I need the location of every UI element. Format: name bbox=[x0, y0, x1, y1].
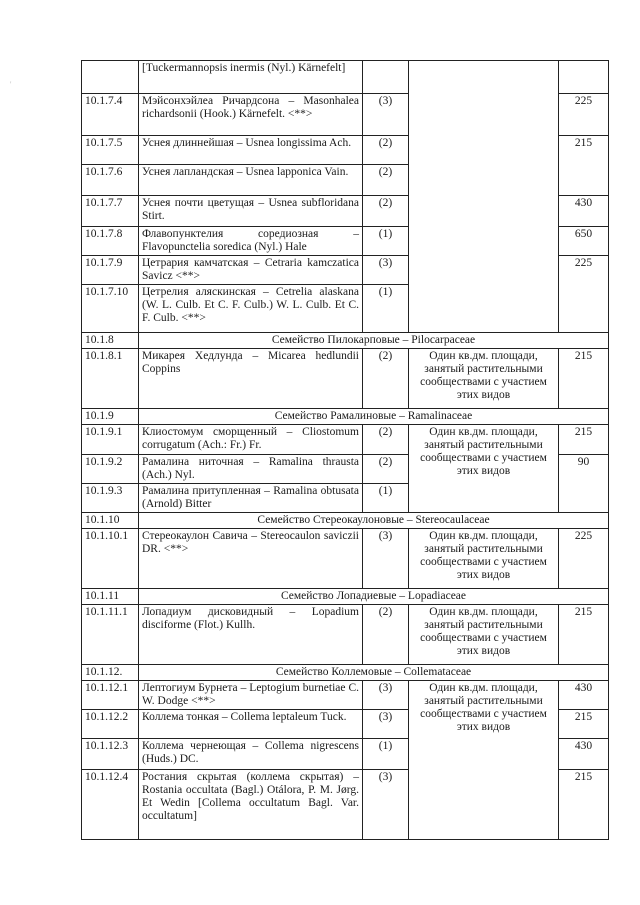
species-name: Цетрария камчатская – Cetraria kamczatica Savicz <**> bbox=[139, 256, 363, 285]
category-cell: (3) bbox=[363, 256, 409, 285]
category-cell: (3) bbox=[363, 710, 409, 739]
price-cell: 215 bbox=[559, 136, 609, 196]
row-number: 10.1.9.2 bbox=[82, 455, 139, 484]
row-number: 10.1.11 bbox=[82, 589, 139, 605]
species-name: Уснея лапландская – Usnea lapponica Vain. bbox=[139, 165, 363, 196]
category-cell bbox=[363, 61, 409, 94]
price-cell: 430 bbox=[559, 739, 609, 770]
family-title: Семейство Стереокаулоновые – Stereocaulaceae bbox=[139, 513, 609, 529]
category-cell: (1) bbox=[363, 739, 409, 770]
habitat-cell bbox=[409, 61, 559, 333]
price-cell: 430 bbox=[559, 196, 609, 227]
category-cell: (3) bbox=[363, 94, 409, 136]
price-cell bbox=[559, 61, 609, 94]
row-number bbox=[82, 61, 139, 94]
habitat-cell: Один кв.дм. площади, занятый растительными сообществами с участием этих видов bbox=[409, 681, 559, 840]
price-cell: 215 bbox=[559, 710, 609, 739]
species-name: Рамалина ниточная – Ramalina thrausta (Ach.) Nyl. bbox=[139, 455, 363, 484]
species-name: Мэйсонхэйлеа Ричардсона – Masonhalea richardsonii (Hook.) Kärnefelt. <**> bbox=[139, 94, 363, 136]
species-name: Микарея Хедлунда – Micarea hedlundii Coppins bbox=[139, 349, 363, 409]
species-name: Клиостомум сморщенный – Cliostomum corrugatum (Ach.: Fr.) Fr. bbox=[139, 425, 363, 455]
price-cell: 225 bbox=[559, 529, 609, 589]
species-name: Цетрелия аляскинская – Cetrelia alaskana (W. L. Culb. Et C. F. Culb.) W. L. Culb. Et C. F. Culb. <**> bbox=[139, 285, 363, 333]
price-cell: 90 bbox=[559, 455, 609, 513]
habitat-cell: Один кв.дм. площади, занятый растительными сообществами с участием этих видов bbox=[409, 605, 559, 665]
row-number: 10.1.11.1 bbox=[82, 605, 139, 665]
species-name: Флавопунктелия соредиозная – Flavopunctelia soredica (Nyl.) Hale bbox=[139, 227, 363, 256]
row-number: 10.1.12.2 bbox=[82, 710, 139, 739]
category-cell: (3) bbox=[363, 681, 409, 710]
price-cell: 225 bbox=[559, 256, 609, 333]
family-row bbox=[82, 665, 609, 681]
category-cell: (2) bbox=[363, 165, 409, 196]
species-name: Стереокаулон Савича – Stereocaulon saviczii DR. <**> bbox=[139, 529, 363, 589]
row-number: 10.1.12. bbox=[82, 665, 139, 681]
price-cell: 225 bbox=[559, 94, 609, 136]
species-name: Лептогиум Бурнета – Leptogium burnetiae C. W. Dodge <**> bbox=[139, 681, 363, 710]
price-cell: 215 bbox=[559, 425, 609, 455]
row-number: 10.1.9.3 bbox=[82, 484, 139, 513]
category-cell: (2) bbox=[363, 136, 409, 165]
row-number: 10.1.12.4 bbox=[82, 770, 139, 840]
category-cell: (2) bbox=[363, 196, 409, 227]
row-number: 10.1.12.1 bbox=[82, 681, 139, 710]
row-number: 10.1.8 bbox=[82, 333, 139, 349]
price-cell: 650 bbox=[559, 227, 609, 256]
row-number: 10.1.7.5 bbox=[82, 136, 139, 165]
table-row bbox=[82, 349, 609, 409]
habitat-cell: Один кв.дм. площади, занятый растительными сообществами с участием этих видов bbox=[409, 425, 559, 513]
family-title: Семейство Рамалиновые – Ramalinaceae bbox=[139, 409, 609, 425]
category-cell: (1) bbox=[363, 285, 409, 333]
category-cell: (2) bbox=[363, 455, 409, 484]
price-cell: 215 bbox=[559, 770, 609, 840]
price-cell: 430 bbox=[559, 681, 609, 710]
species-name: Коллема тонкая – Collema leptaleum Tuck. bbox=[139, 710, 363, 739]
species-name: [Tuckermannopsis inermis (Nyl.) Kärnefelt] bbox=[139, 61, 363, 94]
price-cell: 215 bbox=[559, 605, 609, 665]
category-cell: (2) bbox=[363, 425, 409, 455]
family-row bbox=[82, 513, 609, 529]
category-cell: (1) bbox=[363, 484, 409, 513]
table-row bbox=[82, 681, 609, 710]
category-cell: (2) bbox=[363, 605, 409, 665]
family-title: Семейство Коллемовые – Collemataceae bbox=[139, 665, 609, 681]
habitat-cell: Один кв.дм. площади, занятый растительными сообществами с участием этих видов bbox=[409, 529, 559, 589]
row-number: 10.1.8.1 bbox=[82, 349, 139, 409]
species-name: Лопадиум дисковидный – Lopadium disciforme (Flot.) Kullh. bbox=[139, 605, 363, 665]
row-number: 10.1.7.6 bbox=[82, 165, 139, 196]
category-cell: (1) bbox=[363, 227, 409, 256]
row-number: 10.1.10.1 bbox=[82, 529, 139, 589]
stray-mark: ' bbox=[10, 80, 12, 89]
species-name: Ростания скрытая (коллема скрытая) – Rostania occultata (Bagl.) Otálora, P. M. Jørg. Et Wedin [Collema occultatum Bagl. Var. occultatum] bbox=[139, 770, 363, 840]
category-cell: (3) bbox=[363, 770, 409, 840]
price-cell: 215 bbox=[559, 349, 609, 409]
family-title: Семейство Лопадиевые – Lopadiaceae bbox=[139, 589, 609, 605]
habitat-cell: Один кв.дм. площади, занятый растительными сообществами с участием этих видов bbox=[409, 349, 559, 409]
row-number: 10.1.12.3 bbox=[82, 739, 139, 770]
family-row bbox=[82, 589, 609, 605]
species-name: Коллема чернеющая – Collema nigrescens (Huds.) DC. bbox=[139, 739, 363, 770]
table-row bbox=[82, 425, 609, 455]
species-name: Уснея длиннейшая – Usnea longissima Ach. bbox=[139, 136, 363, 165]
species-table bbox=[81, 60, 609, 840]
row-number: 10.1.10 bbox=[82, 513, 139, 529]
family-row bbox=[82, 409, 609, 425]
category-cell: (3) bbox=[363, 529, 409, 589]
category-cell: (2) bbox=[363, 349, 409, 409]
family-row bbox=[82, 333, 609, 349]
table-row bbox=[82, 605, 609, 665]
table-row bbox=[82, 61, 609, 94]
row-number: 10.1.9 bbox=[82, 409, 139, 425]
species-name: Уснея почти цветущая – Usnea subfloridana Stirt. bbox=[139, 196, 363, 227]
species-name: Рамалина притупленная – Ramalina obtusata (Arnold) Bitter bbox=[139, 484, 363, 513]
row-number: 10.1.7.7 bbox=[82, 196, 139, 227]
row-number: 10.1.9.1 bbox=[82, 425, 139, 455]
row-number: 10.1.7.9 bbox=[82, 256, 139, 285]
row-number: 10.1.7.10 bbox=[82, 285, 139, 333]
table-row bbox=[82, 529, 609, 589]
row-number: 10.1.7.4 bbox=[82, 94, 139, 136]
row-number: 10.1.7.8 bbox=[82, 227, 139, 256]
family-title: Семейство Пилокарповые – Pilocarpaceae bbox=[139, 333, 609, 349]
